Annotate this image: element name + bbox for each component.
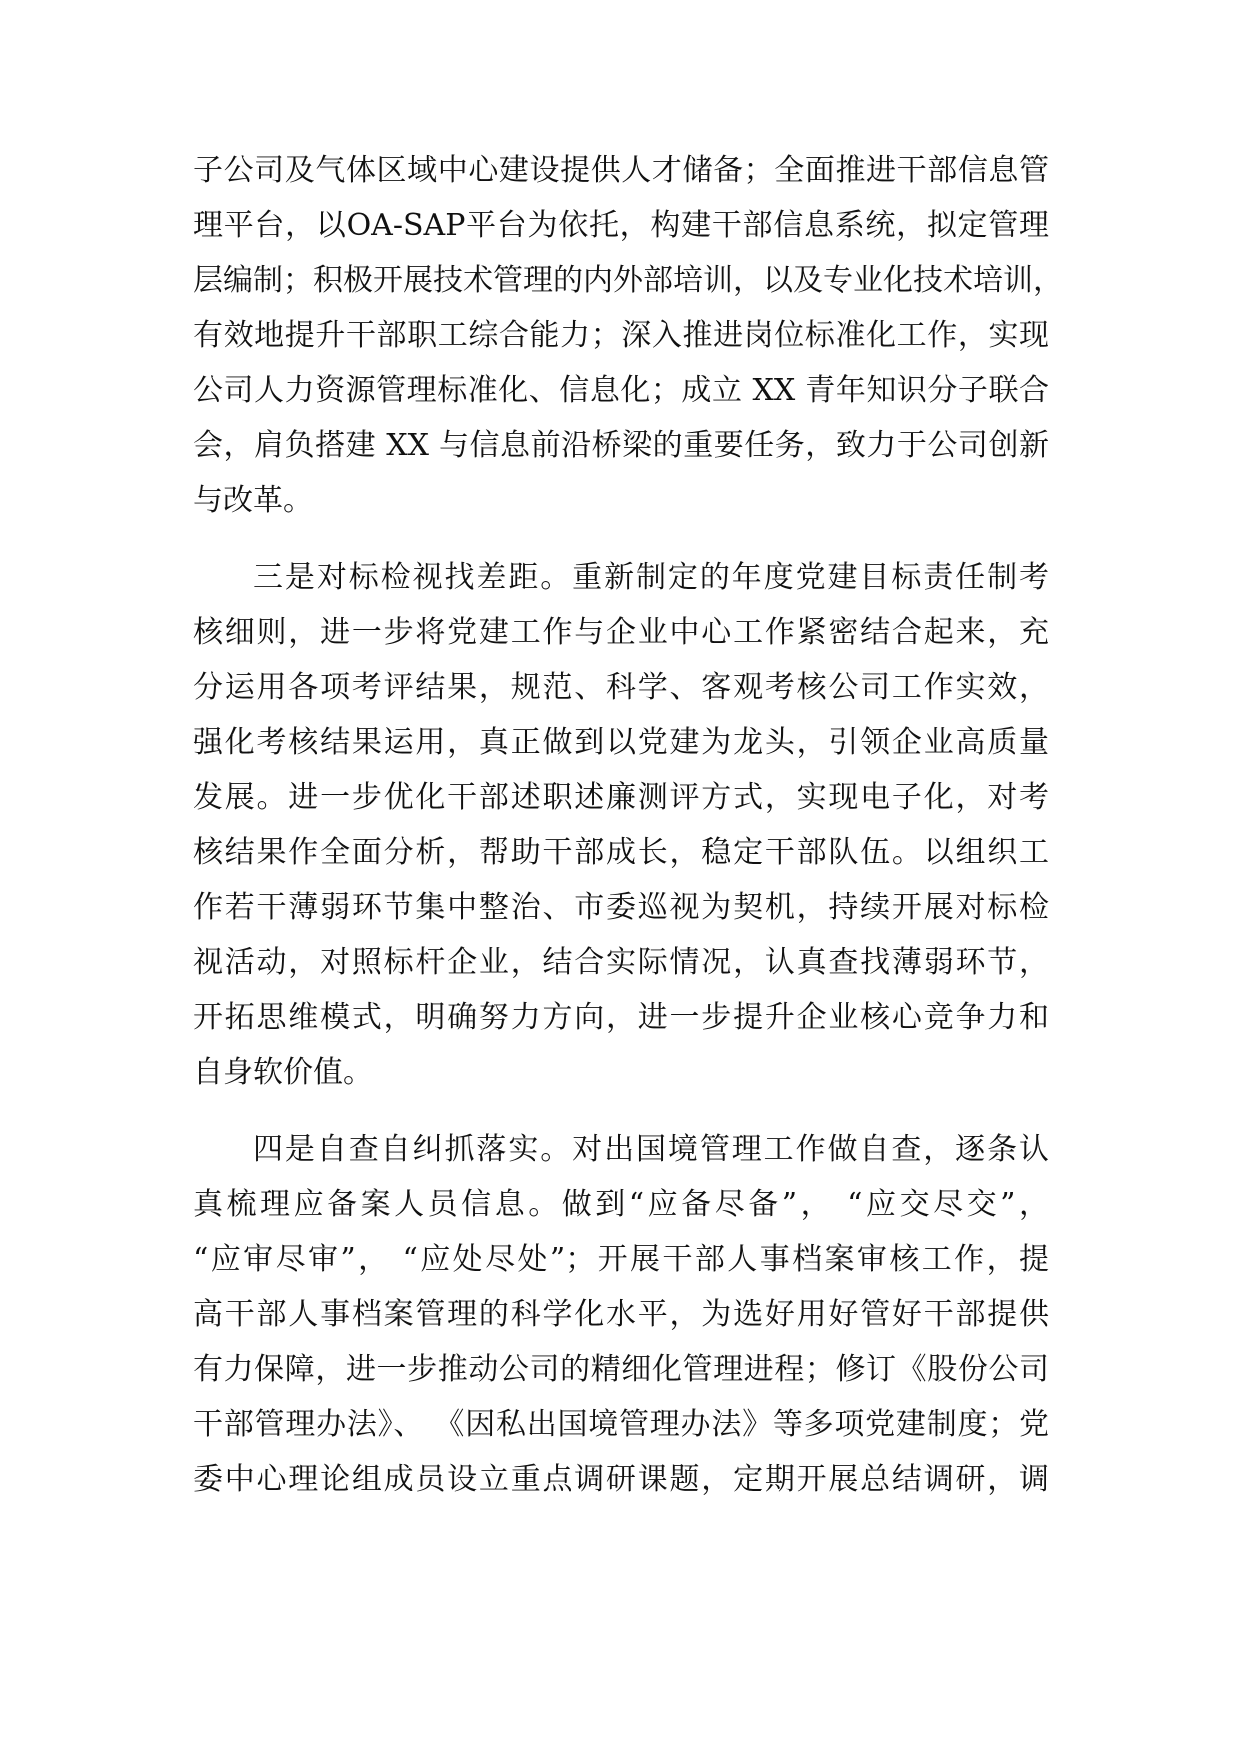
text-line: “应审尽审”， “应处尽处”；开展干部人事档案审核工作，提 bbox=[193, 1242, 1049, 1277]
text-line: 四是自查自纠抓落实。对出国境管理工作做自查，逐条认 bbox=[253, 1132, 1049, 1167]
document-body bbox=[193, 143, 1063, 1507]
text-line: 理平台，以OA-SAP平台为依托，构建干部信息系统，拟定管理 bbox=[193, 208, 1049, 243]
paragraph-self-inspection bbox=[193, 1122, 1049, 1507]
text-line: 真梳理应备案人员信息。做到“应备尽备”， “应交尽交”， bbox=[193, 1187, 1049, 1222]
text-line: 与改革。 bbox=[193, 483, 313, 518]
text-line: 会，肩负搭建 XX 与信息前沿桥梁的重要任务，致力于公司创新 bbox=[193, 428, 1049, 463]
text-line: 发展。进一步优化干部述职述廉测评方式，实现电子化，对考 bbox=[193, 780, 1049, 815]
paragraph-gap bbox=[193, 528, 1049, 550]
text-line: 子公司及气体区域中心建设提供人才储备；全面推进干部信息管 bbox=[193, 153, 1049, 188]
text-line: 高干部人事档案管理的科学化水平，为选好用好管好干部提供 bbox=[193, 1297, 1049, 1332]
paragraph-talent-reserve bbox=[193, 143, 1063, 528]
text-line: 开拓思维模式，明确努力方向，进一步提升企业核心竞争力和 bbox=[193, 1000, 1049, 1035]
text-line: 干部管理办法》、 《因私出国境管理办法》等多项党建制度；党 bbox=[193, 1407, 1049, 1442]
paragraph-gap bbox=[193, 1100, 1049, 1122]
paragraph-benchmarking bbox=[193, 550, 1049, 1100]
text-line: 有力保障，进一步推动公司的精细化管理进程；修订《股份公司 bbox=[193, 1352, 1049, 1387]
text-line: 作若干薄弱环节集中整治、市委巡视为契机，持续开展对标检 bbox=[193, 890, 1049, 925]
text-line: 公司人力资源管理标准化、信息化；成立 XX 青年知识分子联合 bbox=[193, 373, 1049, 408]
text-line: 视活动，对照标杆企业，结合实际情况，认真查找薄弱环节， bbox=[193, 945, 1049, 980]
text-line: 分运用各项考评结果，规范、科学、客观考核公司工作实效， bbox=[193, 670, 1049, 705]
text-line: 层编制；积极开展技术管理的内外部培训，以及专业化技术培训， bbox=[193, 263, 1063, 298]
text-line: 核结果作全面分析，帮助干部成长，稳定干部队伍。以组织工 bbox=[193, 835, 1049, 870]
text-line: 三是对标检视找差距。重新制定的年度党建目标责任制考 bbox=[253, 560, 1049, 595]
text-line: 强化考核结果运用，真正做到以党建为龙头，引领企业高质量 bbox=[193, 725, 1049, 760]
text-line: 委中心理论组成员设立重点调研课题，定期开展总结调研，调 bbox=[193, 1462, 1049, 1497]
text-line: 核细则，进一步将党建工作与企业中心工作紧密结合起来，充 bbox=[193, 615, 1049, 650]
text-line: 自身软价值。 bbox=[193, 1055, 373, 1090]
text-line: 有效地提升干部职工综合能力；深入推进岗位标准化工作，实现 bbox=[193, 318, 1049, 353]
